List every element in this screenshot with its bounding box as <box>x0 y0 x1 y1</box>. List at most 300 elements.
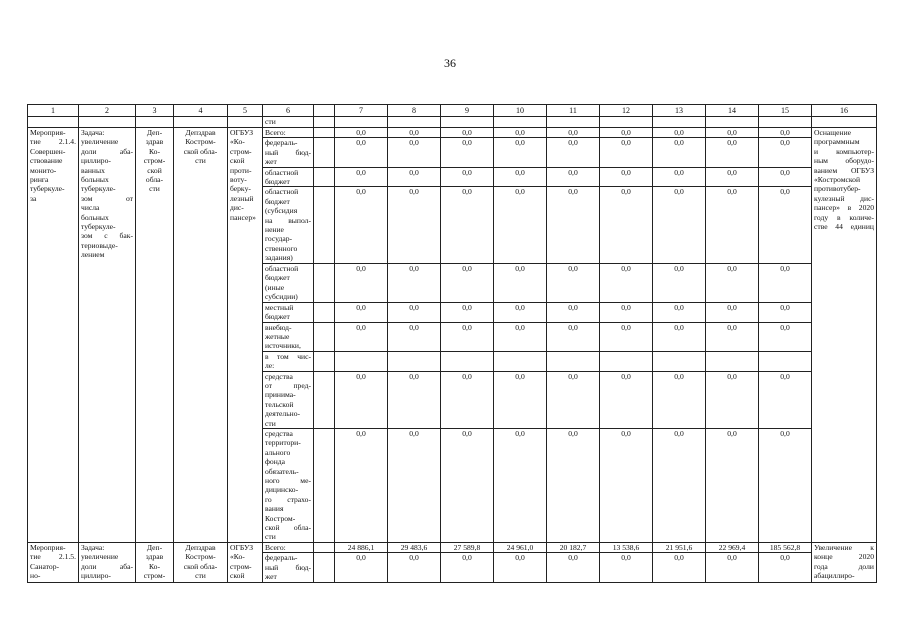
carry-over-cell: сти <box>263 117 314 128</box>
value-cell: 0,0 <box>335 322 388 351</box>
value-cell: 0,0 <box>441 371 494 428</box>
cell-line: Депздрав <box>185 128 216 137</box>
cell-line: териовыде- <box>81 240 118 250</box>
cell-line: стром- <box>230 146 252 156</box>
cell-line: областной <box>265 167 299 177</box>
task-cell <box>79 128 136 543</box>
value-cell: 0,0 <box>759 322 812 351</box>
cell-line: в том чис- <box>265 351 311 361</box>
empty-cell <box>314 117 335 128</box>
empty-cell <box>314 263 335 302</box>
value-cell: 27 589,8 <box>441 542 494 552</box>
cell-line: сти <box>149 184 160 194</box>
empty-cell <box>314 428 335 542</box>
cell-line: федераль- <box>265 553 298 563</box>
coordinator-cell <box>136 128 174 543</box>
value-cell: 0,0 <box>494 428 547 542</box>
value-cell: 0,0 <box>547 138 600 167</box>
value-cell: 0,0 <box>494 263 547 302</box>
cell-line: ствование <box>30 156 63 166</box>
cell-line: ный бюд- <box>265 147 311 157</box>
cell-line: бюджет <box>265 196 290 206</box>
value-cell: 0,0 <box>335 167 388 187</box>
cell-line: Всего: <box>265 542 286 552</box>
cell-line: больных <box>81 212 109 222</box>
value-cell: 185 562,8 <box>759 542 812 552</box>
value-cell: 0,0 <box>494 371 547 428</box>
value-cell: 0,0 <box>600 187 653 263</box>
value-cell: 13 538,6 <box>600 542 653 552</box>
cell-line: ской обла- <box>183 146 218 156</box>
cell-line: обла- <box>145 175 164 185</box>
cell-line: задания) <box>265 253 293 263</box>
value-cell: 0,0 <box>547 302 600 322</box>
cell-line: обязатель- <box>265 466 299 476</box>
executor-cell <box>228 542 263 582</box>
empty-cell <box>653 117 706 128</box>
cell-line: сти <box>195 571 206 581</box>
value-cell: 0,0 <box>706 128 759 138</box>
value-cell <box>388 351 441 371</box>
cell-line: ской <box>230 571 245 581</box>
empty-cell <box>314 542 335 552</box>
cell-line: и компьютер- <box>814 146 874 156</box>
value-cell: 0,0 <box>706 167 759 187</box>
cell-line: тие 2.1.4. <box>30 137 76 147</box>
value-cell: 0,0 <box>600 167 653 187</box>
cell-line: Ко- <box>148 146 160 156</box>
cell-line: средства <box>265 371 293 381</box>
value-cell: 0,0 <box>388 138 441 167</box>
value-cell: 0,0 <box>441 138 494 167</box>
value-cell: 0,0 <box>653 553 706 582</box>
value-cell: 0,0 <box>547 322 600 351</box>
responsible-cell <box>174 128 228 543</box>
value-cell: 0,0 <box>547 263 600 302</box>
value-cell: 0,0 <box>759 428 812 542</box>
cell-line: сти <box>265 532 276 542</box>
task-cell <box>79 542 136 582</box>
cell-line: областной <box>265 263 299 273</box>
cell-line: противотубер- <box>814 184 861 194</box>
value-cell: 0,0 <box>335 428 388 542</box>
cell-line: пансер» <box>230 212 256 222</box>
cell-line: лением <box>81 250 105 260</box>
activity-name-cell <box>28 542 79 582</box>
value-cell: 0,0 <box>547 371 600 428</box>
cell-line: жет <box>265 157 277 167</box>
cell-line: (субсидия <box>265 206 298 216</box>
activity-name-cell <box>28 128 79 543</box>
source-label-cell <box>263 263 314 302</box>
empty-cell <box>314 167 335 187</box>
empty-cell <box>314 302 335 322</box>
cell-line: Деп- <box>146 542 163 552</box>
cell-line: циллиро- <box>81 571 111 581</box>
cell-line: программным <box>814 137 860 147</box>
cell-line: ванных <box>81 165 105 175</box>
cell-line: здрав <box>145 552 164 562</box>
cell-line: бюджет <box>265 312 290 322</box>
cell-line: жет <box>265 572 277 582</box>
cell-line: туберкуле- <box>30 184 65 194</box>
cell-line: Деп- <box>146 128 163 137</box>
value-cell: 0,0 <box>388 167 441 187</box>
value-cell: 0,0 <box>600 263 653 302</box>
result-cell <box>812 542 877 582</box>
cell-line: тельской <box>265 399 294 409</box>
cell-line: ской обла- <box>183 561 218 571</box>
cell-line: увеличение <box>81 137 119 147</box>
carry-over-row <box>28 117 877 128</box>
cell-line: ОГБУЗ <box>230 542 254 552</box>
cell-line: ного ме- <box>265 476 311 485</box>
source-label-cell <box>263 542 314 552</box>
value-cell: 0,0 <box>388 302 441 322</box>
cell-line: местный <box>265 302 294 312</box>
value-cell: 0,0 <box>494 302 547 322</box>
header-cell: 8 <box>388 105 441 117</box>
block1-row <box>28 128 877 138</box>
source-label-cell <box>263 371 314 428</box>
cell-line: проти- <box>230 165 252 175</box>
value-cell: 24 886,1 <box>335 542 388 552</box>
cell-line: на выпол- <box>265 215 311 225</box>
value-cell: 0,0 <box>653 371 706 428</box>
cell-line: Мероприя- <box>30 542 66 552</box>
value-cell: 0,0 <box>335 263 388 302</box>
page-number: 36 <box>444 56 456 70</box>
header-cell: 10 <box>494 105 547 117</box>
cell-line: жетные <box>265 331 290 341</box>
cell-line: ванием ОГБУЗ <box>814 165 874 175</box>
empty-cell <box>314 138 335 167</box>
value-cell: 0,0 <box>706 302 759 322</box>
cell-line: абациллиро- <box>814 571 855 581</box>
cell-line: территори- <box>265 438 301 448</box>
cell-line: го страхо- <box>265 494 311 504</box>
value-cell: 0,0 <box>759 128 812 138</box>
header-cell: 2 <box>79 105 136 117</box>
cell-line: Задача: <box>81 128 105 137</box>
value-cell: 0,0 <box>600 138 653 167</box>
cell-line: воту- <box>230 175 247 185</box>
value-cell: 0,0 <box>441 187 494 263</box>
header-cell: 4 <box>174 105 228 117</box>
value-cell: 29 483,6 <box>388 542 441 552</box>
value-cell: 0,0 <box>759 138 812 167</box>
empty-cell <box>335 117 388 128</box>
cell-line: ле: <box>265 361 275 371</box>
value-cell <box>759 351 812 371</box>
header-cell: 16 <box>812 105 877 117</box>
value-cell: 0,0 <box>653 322 706 351</box>
executor-cell <box>228 128 263 543</box>
value-cell: 0,0 <box>494 167 547 187</box>
value-cell: 0,0 <box>547 428 600 542</box>
cell-line: лезный <box>230 193 254 203</box>
header-cell: 1 <box>28 105 79 117</box>
header-cell: 3 <box>136 105 174 117</box>
cell-line: средства <box>265 428 293 438</box>
cell-line: сти <box>195 156 206 166</box>
cell-line: Совершен- <box>30 146 66 156</box>
cell-line: сти <box>265 418 276 428</box>
cell-line: беркy- <box>230 184 251 194</box>
cell-line: внебюд- <box>265 322 292 332</box>
source-label-cell <box>263 128 314 138</box>
value-cell: 22 969,4 <box>706 542 759 552</box>
cell-line: кулезный дис- <box>814 193 874 203</box>
value-cell: 0,0 <box>388 371 441 428</box>
value-cell: 0,0 <box>706 553 759 582</box>
cell-line: доли аба- <box>81 146 133 156</box>
value-cell: 0,0 <box>706 371 759 428</box>
header-cell: 12 <box>600 105 653 117</box>
cell-line: года доли <box>814 561 874 571</box>
block2-row <box>28 542 877 552</box>
budget-table <box>27 104 877 583</box>
cell-line: Оснащение <box>814 128 852 137</box>
source-label-cell <box>263 167 314 187</box>
value-cell <box>335 351 388 371</box>
cell-line: стром- <box>230 561 252 571</box>
empty-cell <box>314 187 335 263</box>
value-cell: 0,0 <box>759 302 812 322</box>
cell-line: (иные <box>265 282 285 292</box>
cell-line: конце 2020 <box>814 552 874 562</box>
cell-line: монито- <box>30 165 57 175</box>
cell-line: стром- <box>143 156 166 166</box>
value-cell: 0,0 <box>759 553 812 582</box>
cell-line: зом от <box>81 193 133 203</box>
cell-line: ственного <box>265 243 298 253</box>
value-cell: 0,0 <box>335 553 388 582</box>
value-cell: 0,0 <box>653 263 706 302</box>
responsible-cell <box>174 542 228 582</box>
cell-line: тие 2.1.5. <box>30 552 76 562</box>
value-cell: 0,0 <box>335 371 388 428</box>
value-cell: 0,0 <box>759 167 812 187</box>
cell-line: областной <box>265 187 299 197</box>
cell-line: Увеличение к <box>814 542 874 552</box>
header-cell: 11 <box>547 105 600 117</box>
cell-line: циллиро- <box>81 156 111 166</box>
value-cell: 0,0 <box>600 128 653 138</box>
value-cell: 0,0 <box>759 371 812 428</box>
value-cell: 0,0 <box>388 428 441 542</box>
cell-line: Костром- <box>185 137 216 147</box>
cell-line: ской <box>230 156 245 166</box>
cell-line: ОГБУЗ <box>230 128 254 137</box>
cell-line: дис- <box>230 203 244 213</box>
cell-line: принима- <box>265 390 296 400</box>
value-cell: 0,0 <box>706 187 759 263</box>
source-label-cell <box>263 187 314 263</box>
value-cell: 0,0 <box>494 187 547 263</box>
cell-line: источники, <box>265 341 301 351</box>
value-cell: 0,0 <box>335 302 388 322</box>
header-cell: 14 <box>706 105 759 117</box>
value-cell: 0,0 <box>441 128 494 138</box>
cell-line: за <box>30 193 37 203</box>
value-cell: 0,0 <box>706 428 759 542</box>
cell-line: году в количе- <box>814 212 874 222</box>
value-cell: 0,0 <box>494 138 547 167</box>
header-cell: 5 <box>228 105 263 117</box>
value-cell: 0,0 <box>547 187 600 263</box>
empty-cell <box>314 371 335 428</box>
value-cell: 0,0 <box>653 428 706 542</box>
empty-cell <box>28 117 79 128</box>
cell-line: доли аба- <box>81 561 133 571</box>
value-cell: 0,0 <box>653 128 706 138</box>
value-cell: 0,0 <box>335 187 388 263</box>
value-cell: 0,0 <box>653 167 706 187</box>
value-cell: 0,0 <box>494 553 547 582</box>
value-cell: 0,0 <box>441 302 494 322</box>
header-cell <box>314 105 335 117</box>
cell-line: здрав <box>145 137 164 147</box>
value-cell: 0,0 <box>759 263 812 302</box>
value-cell: 0,0 <box>388 322 441 351</box>
value-cell <box>600 351 653 371</box>
empty-cell <box>547 117 600 128</box>
cell-line: туберкуле- <box>81 222 116 232</box>
source-label-cell <box>263 553 314 582</box>
empty-cell <box>600 117 653 128</box>
cell-line: «Костромской <box>814 175 861 185</box>
cell-line: деятельно- <box>265 409 301 419</box>
source-label-cell <box>263 428 314 542</box>
value-cell: 0,0 <box>441 428 494 542</box>
header-cell: 7 <box>335 105 388 117</box>
value-cell: 0,0 <box>388 263 441 302</box>
value-cell: 24 961,0 <box>494 542 547 552</box>
value-cell: 0,0 <box>653 302 706 322</box>
value-cell: 20 182,7 <box>547 542 600 552</box>
empty-cell <box>706 117 759 128</box>
empty-cell <box>136 117 174 128</box>
cell-line: Задача: <box>81 542 105 552</box>
cell-line: стве 44 единиц <box>814 222 874 232</box>
value-cell: 0,0 <box>653 138 706 167</box>
value-cell: 0,0 <box>441 263 494 302</box>
empty-cell <box>314 351 335 371</box>
cell-line: пансер» в 2020 <box>814 203 874 213</box>
cell-line: государ- <box>265 234 293 244</box>
cell-line: нение <box>265 225 284 235</box>
value-cell: 0,0 <box>335 128 388 138</box>
value-cell <box>653 351 706 371</box>
value-cell: 0,0 <box>388 187 441 263</box>
cell-line: ринга <box>30 175 49 185</box>
cell-line: Всего: <box>265 128 286 137</box>
empty-cell <box>812 117 877 128</box>
cell-line: фонда <box>265 457 286 467</box>
empty-cell <box>174 117 228 128</box>
cell-line: Ко- <box>148 561 160 571</box>
value-cell: 0,0 <box>547 553 600 582</box>
source-label-cell <box>263 322 314 351</box>
value-cell: 0,0 <box>335 138 388 167</box>
empty-cell <box>314 553 335 582</box>
empty-cell <box>441 117 494 128</box>
empty-cell <box>388 117 441 128</box>
cell-line: Костром- <box>185 552 216 562</box>
cell-line: ального <box>265 447 291 457</box>
cell-line: бюджет <box>265 273 290 283</box>
empty-cell <box>314 128 335 138</box>
header-cell: 15 <box>759 105 812 117</box>
source-label-cell <box>263 351 314 371</box>
value-cell: 0,0 <box>706 263 759 302</box>
empty-cell <box>79 117 136 128</box>
source-label-cell <box>263 302 314 322</box>
value-cell: 0,0 <box>547 128 600 138</box>
cell-line: субсидии) <box>265 291 298 301</box>
value-cell: 0,0 <box>600 322 653 351</box>
value-cell: 0,0 <box>600 553 653 582</box>
value-cell: 0,0 <box>494 322 547 351</box>
header-row <box>28 105 877 117</box>
cell-line: «Ко- <box>230 552 245 562</box>
value-cell <box>547 351 600 371</box>
cell-line: вания <box>265 504 284 514</box>
cell-line: Санатор- <box>30 561 60 571</box>
header-cell: 9 <box>441 105 494 117</box>
value-cell <box>494 351 547 371</box>
value-cell: 0,0 <box>600 302 653 322</box>
cell-line: Костром- <box>265 513 296 523</box>
cell-line: ным оборудо- <box>814 156 874 166</box>
cell-line: от пред- <box>265 380 311 390</box>
cell-line: числа <box>81 203 100 213</box>
cell-line: Мероприя- <box>30 128 66 137</box>
cell-line: зом с бак- <box>81 231 133 241</box>
empty-cell <box>228 117 263 128</box>
value-cell: 0,0 <box>600 371 653 428</box>
value-cell: 0,0 <box>547 167 600 187</box>
cell-line: ской <box>147 165 162 175</box>
empty-cell <box>494 117 547 128</box>
value-cell: 0,0 <box>706 322 759 351</box>
cell-line: бюджет <box>265 177 290 187</box>
cell-line: федераль- <box>265 138 298 148</box>
value-cell <box>706 351 759 371</box>
cell-line: туберкуле- <box>81 184 116 194</box>
cell-line: «Ко- <box>230 137 245 147</box>
value-cell: 0,0 <box>600 428 653 542</box>
value-cell: 0,0 <box>706 138 759 167</box>
coordinator-cell <box>136 542 174 582</box>
result-cell <box>812 128 877 543</box>
cell-line: Депздрав <box>185 542 216 552</box>
cell-line: но- <box>30 571 41 581</box>
value-cell <box>441 351 494 371</box>
value-cell: 0,0 <box>653 187 706 263</box>
cell-line: стром- <box>143 571 166 581</box>
cell-line: дицинско- <box>265 485 299 495</box>
value-cell: 0,0 <box>441 553 494 582</box>
cell-line: ской обла- <box>265 523 311 533</box>
header-cell: 6 <box>263 105 314 117</box>
empty-cell <box>314 322 335 351</box>
value-cell: 0,0 <box>441 322 494 351</box>
source-label-cell <box>263 138 314 167</box>
cell-line: увеличение <box>81 552 119 562</box>
value-cell: 0,0 <box>388 128 441 138</box>
